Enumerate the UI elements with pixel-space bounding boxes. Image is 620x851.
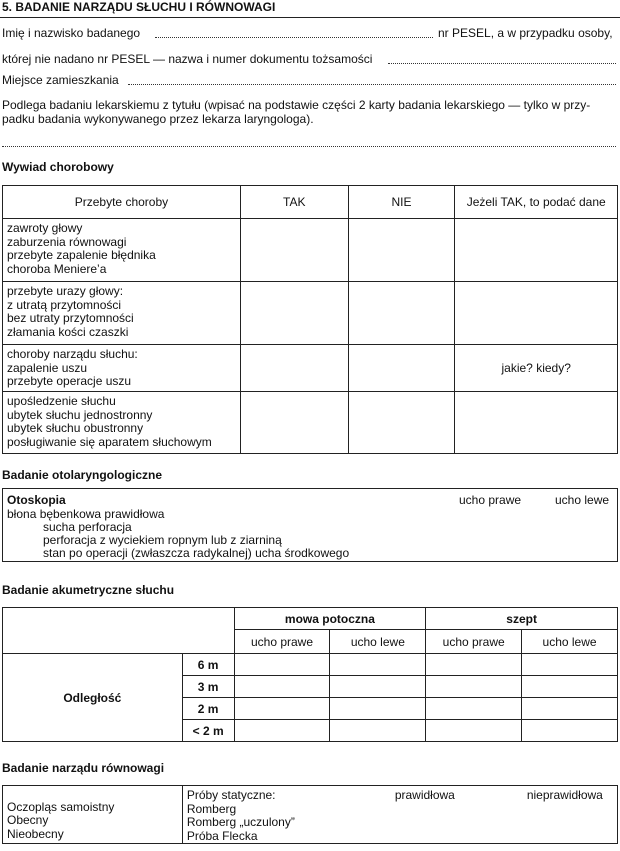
result-cell[interactable] <box>234 676 330 698</box>
address-label: Miejsce zamieszkania <box>2 73 119 87</box>
whisper-right-ear-header: ucho prawe <box>426 630 522 654</box>
name-label: Imię i nazwisko badanego <box>2 26 141 40</box>
history-details-cell[interactable] <box>455 219 618 282</box>
otoscopy-box <box>2 488 618 562</box>
left-ear-label: ucho lewe <box>555 493 610 507</box>
result-cell[interactable] <box>234 654 330 676</box>
history-header-details: Jeżeli TAK, to podać dane <box>455 186 618 219</box>
otoscopy-line-post-op: stan po operacji (zwłaszcza radykalnej) ucha środkowego <box>43 546 350 560</box>
section-title: 5. BADANIE NARZĄDU SŁUCHU I RÓWNOWAGI <box>2 0 276 14</box>
basis-text-line1: Podlega badaniu lekarskiemu z tytułu (wpisać na podstawie części 2 karty badania lekarskiego — tylko w przy- <box>2 98 591 112</box>
history-yes-cell[interactable] <box>240 282 348 345</box>
result-cell[interactable] <box>234 720 330 742</box>
balance-table <box>2 785 618 844</box>
test-fleck: Próba Flecka <box>186 828 258 843</box>
nystagmus-absent[interactable]: Nieobecny <box>7 826 64 841</box>
document-field[interactable] <box>388 63 616 64</box>
history-table <box>2 185 618 454</box>
test-romberg-sensitized: Romberg „uczulony” <box>186 815 295 829</box>
static-tests-label: Próby statyczne: <box>186 788 276 802</box>
result-cell[interactable] <box>330 654 426 676</box>
distance-2m: 2 m <box>182 698 234 720</box>
right-ear-label: ucho prawe <box>459 493 522 507</box>
acoumetric-corner <box>3 608 235 654</box>
nystagmus-cell <box>3 786 183 844</box>
speech-left-ear-header: ucho lewe <box>330 630 426 654</box>
static-tests-cell <box>182 786 617 844</box>
history-no-cell[interactable] <box>348 392 455 454</box>
history-yes-cell[interactable] <box>240 219 348 282</box>
acoumetric-heading: Badanie akumetryczne słuchu <box>2 583 175 597</box>
whisper-left-ear-header: ucho lewe <box>522 630 618 654</box>
title-underline <box>0 17 620 18</box>
pesel-label: nr PESEL, a w przypadku osoby, <box>438 26 613 40</box>
history-no-cell[interactable] <box>348 282 455 345</box>
otoscopy-line-purulent: perforacja z wyciekiem ropnym lub z ziarniną <box>43 533 282 547</box>
otolaryngology-heading: Badanie otolaryngologiczne <box>2 468 163 482</box>
history-details-cell[interactable]: jakie? kiedy? <box>455 345 618 392</box>
history-header-no: NIE <box>348 186 455 219</box>
history-details-cell[interactable] <box>455 392 618 454</box>
distance-3m: 3 m <box>182 676 234 698</box>
history-yes-cell[interactable] <box>240 392 348 454</box>
history-header-yes: TAK <box>240 186 348 219</box>
history-row-disease: upośledzenie słuchu ubytek słuchu jednostronny ubytek słuchu obustronny posługiwanie się aparatem słuchowym <box>3 392 241 454</box>
basis-text-line2: padku badania wykonywanego przez lekarza laryngologa). <box>2 112 314 126</box>
history-row-disease: choroby narządu słuchu: zapalenie uszu przebyte operacje uszu <box>3 345 241 392</box>
history-yes-cell[interactable] <box>240 345 348 392</box>
result-cell[interactable] <box>522 698 618 720</box>
speech-group-header: mowa potoczna <box>234 608 426 630</box>
history-details-cell[interactable] <box>455 282 618 345</box>
result-cell[interactable] <box>426 698 522 720</box>
otoscopy-title: Otoskopia <box>7 493 66 507</box>
acoumetric-table <box>2 607 618 742</box>
distance-lt-2m: < 2 m <box>182 720 234 742</box>
result-cell[interactable] <box>330 698 426 720</box>
history-no-cell[interactable] <box>348 219 455 282</box>
result-cell[interactable] <box>234 698 330 720</box>
address-field[interactable] <box>128 84 616 85</box>
nystagmus-label: Oczopląs samoistny <box>7 799 115 814</box>
test-romberg: Romberg <box>186 801 237 816</box>
otoscopy-line-normal: błona bębenkowa prawidłowa <box>7 507 165 521</box>
history-row-disease: przebyte urazy głowy: z utratą przytomności bez utraty przytomności złamania kości czaszki <box>3 282 241 345</box>
distance-label: Odległość <box>3 654 183 742</box>
name-field[interactable] <box>155 37 433 38</box>
result-cell[interactable] <box>522 654 618 676</box>
balance-heading: Badanie narządu równowagi <box>2 761 165 775</box>
abnormal-label: nieprawidłowa <box>526 788 603 802</box>
whisper-group-header: szept <box>426 608 618 630</box>
basis-field[interactable] <box>2 146 616 147</box>
speech-right-ear-header: ucho prawe <box>234 630 330 654</box>
result-cell[interactable] <box>426 654 522 676</box>
history-heading: Wywiad chorobowy <box>2 160 114 174</box>
nystagmus-present[interactable]: Obecny <box>7 813 49 827</box>
history-header-disease: Przebyte choroby <box>3 186 241 219</box>
result-cell[interactable] <box>426 676 522 698</box>
history-no-cell[interactable] <box>348 345 455 392</box>
result-cell[interactable] <box>426 720 522 742</box>
result-cell[interactable] <box>330 676 426 698</box>
result-cell[interactable] <box>522 720 618 742</box>
document-label: której nie nadano nr PESEL — nazwa i numer dokumentu tożsamości <box>2 52 373 66</box>
distance-6m: 6 m <box>182 654 234 676</box>
otoscopy-line-dry-perforation: sucha perforacja <box>43 520 132 534</box>
normal-label: prawidłowa <box>394 788 455 802</box>
result-cell[interactable] <box>330 720 426 742</box>
result-cell[interactable] <box>522 676 618 698</box>
history-row-disease: zawroty głowy zaburzenia równowagi przebyte zapalenie błędnika choroba Meniere’a <box>3 219 241 282</box>
